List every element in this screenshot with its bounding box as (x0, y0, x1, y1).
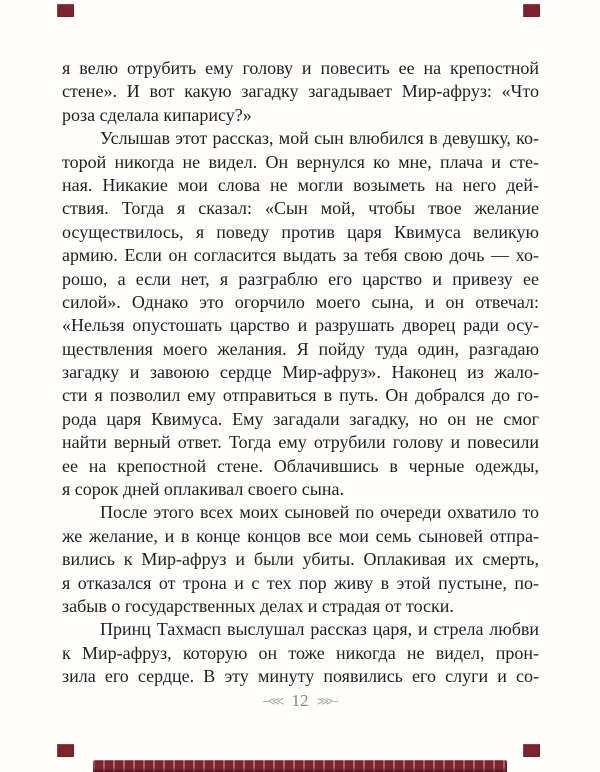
footer-flourish-right-icon: ⋙– (316, 694, 338, 708)
corner-ornament-bottom-left (57, 744, 74, 757)
text-line: ее на крепостной стене. Облачившись в черные одежды, (62, 455, 539, 476)
text-line: роза сделала кипарису?» (62, 104, 252, 125)
text-line: торой никогда не видел. Он вернулся ко мне, плача и сте- (62, 151, 539, 172)
corner-ornament-top-left (57, 4, 74, 17)
text-line: ная. Никакие мои слова не могли возыметь на него дей- (62, 174, 539, 195)
text-line: армию. Если он согласится выдать за тебя свою дочь — хо- (62, 245, 539, 266)
text-line: Принц Тахмасп выслушал рассказ царя, и стрела любви (100, 619, 539, 640)
text-line: я отказался от трона и с тех пор живу в этой пустыне, по- (62, 572, 539, 593)
text-line: забыв о государственных делах и страдая от тоски. (62, 595, 454, 616)
text-line: загадку и завоюю сердце Мир-афруз». Наконец из жало- (62, 362, 539, 383)
text-line: вились к Мир-афруз и были убиты. Оплакивая их смерть, (62, 549, 539, 570)
text-block (62, 57, 539, 689)
text-line: ствия. Тогда я сказал: «Сын мой, чтобы твое желание (62, 198, 539, 219)
footer-flourish-left-icon: –⋘ (262, 694, 284, 708)
text-line: силой». Однако это огорчило моего сына, и он отвечал: (62, 291, 539, 312)
corner-ornament-top-right (523, 4, 540, 17)
corner-ornament-bottom-right (523, 744, 540, 757)
text-line: к Мир-афруз, которую он тоже никогда не видел, прон- (62, 642, 539, 663)
text-line: Услышав этот рассказ, мой сын влюбился в девушку, ко- (100, 128, 539, 149)
text-line: После этого всех моих сыновей по очереди охватило то (100, 502, 539, 523)
text-line: «Нельзя опустошать царство и разрушать дворец ради осу- (62, 315, 539, 336)
text-line: я сорок дней оплакивал своего сына. (62, 479, 345, 500)
text-line: я велю отрубить ему голову и повесить ее на крепостной (62, 58, 539, 78)
text-line: рода царя Квимуса. Ему загадали загадку, но он не смог (62, 408, 539, 429)
text-line: же желание, и в конце концов все мои семь сыновей отпра- (62, 525, 539, 546)
bottom-edge-ornament (93, 760, 507, 772)
text-line: рошо, а если нет, я разграблю его царство и привезу ее (62, 268, 539, 289)
text-line: стене». И вот какую загадку загадывает Мир-афруз: «Что (62, 81, 539, 102)
page-footer (0, 691, 600, 711)
page-number: 12 (291, 691, 309, 710)
text-line: сти я позволил ему отправиться в путь. Он добрался до го- (62, 385, 539, 406)
text-line: найти верный ответ. Тогда ему отрубили голову и повесили (62, 432, 539, 453)
text-line: ществления моего желания. Я пойду туда один, разгадаю (62, 338, 539, 359)
text-line: зила его сердце. В эту минуту появились его слуги и со- (62, 666, 539, 687)
text-line: осуществилось, я поведу против царя Квимуса великую (62, 221, 539, 242)
